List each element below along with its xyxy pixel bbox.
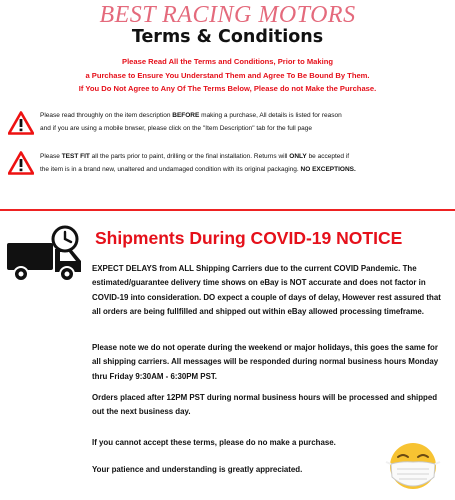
intro-notice: [0, 55, 455, 96]
paragraph-text: If you cannot accept these terms, please do no make a purchase.: [92, 438, 336, 447]
intro-line-1: Please Read All the Terms and Conditions, Prior to Making: [122, 57, 333, 66]
notice-read-description: [40, 110, 450, 135]
notice-test-fit: [40, 151, 450, 176]
section-divider: [0, 209, 455, 211]
notice-text: making a purchase, All details is listed for reason: [199, 112, 342, 119]
notice-text: Please: [40, 153, 62, 160]
notice-text: all the parts prior to paint, drilling or the final installation. Returns will: [89, 153, 290, 160]
paragraph-text: EXPECT DELAYS from ALL Shipping Carriers due to the current COVID Pandemic. The estimated/guarantee delivery time shows on eBay is NOT accurate and does not factor in COVID-19 into consideration. DO expect a couple of days of delay, However rest assured that all orders are being fullfilled and shipped out within eBay allowed processing timeframe.: [92, 264, 441, 316]
notice-text: Please read throughly on the item description: [40, 112, 173, 119]
shipping-paragraph-hours: [92, 341, 447, 384]
notice-emphasis: NO EXCEPTIONS.: [300, 165, 356, 173]
notice-emphasis: ONLY: [289, 153, 307, 160]
paragraph-text: Orders placed after 12PM PST during normal business hours will be processed and shipped out the next business day.: [92, 393, 438, 417]
page-title: Terms & Conditions: [131, 27, 324, 47]
notice-emphasis: TEST FIT: [61, 153, 90, 160]
paragraph-text: Your patience and understanding is greatly appreciated.: [92, 465, 303, 474]
warning-triangle-icon: [8, 111, 34, 135]
face-with-medical-mask-icon: [384, 441, 442, 491]
paragraph-text: Please note we do not operate during the weekend or major holidays, this goes the same for all shipping carriers. All messages will be responded during normal business hours Monday thru Friday 9:30AM - 6:30PM PST.: [92, 343, 439, 381]
shipping-paragraph-delays: [92, 262, 447, 319]
notice-text: be accepted if: [306, 153, 350, 160]
notice-emphasis: BEFORE: [172, 112, 200, 119]
shipping-paragraph-cutoff: [92, 391, 447, 420]
warning-triangle-icon: [8, 151, 34, 175]
notice-text: and if you are using a mobile brwser, please click on the "Item Description" tab for the full page: [40, 124, 312, 132]
delivery-truck-clock-icon: [5, 225, 85, 285]
intro-line-3: If You Do Not Agree to Any Of The Terms Below, Please do not Make the Purchase.: [78, 84, 377, 93]
intro-line-2: a Purchase to Ensure You Understand Them and Agree To Be Bound By Them.: [85, 70, 370, 80]
brand-title: BEST RACING MOTORS: [99, 2, 356, 28]
notice-text: the item is in a brand new, unaltered and undamaged condition with its original packaging.: [40, 165, 301, 173]
covid-notice-heading: Shipments During COVID-19 NOTICE: [95, 228, 403, 248]
